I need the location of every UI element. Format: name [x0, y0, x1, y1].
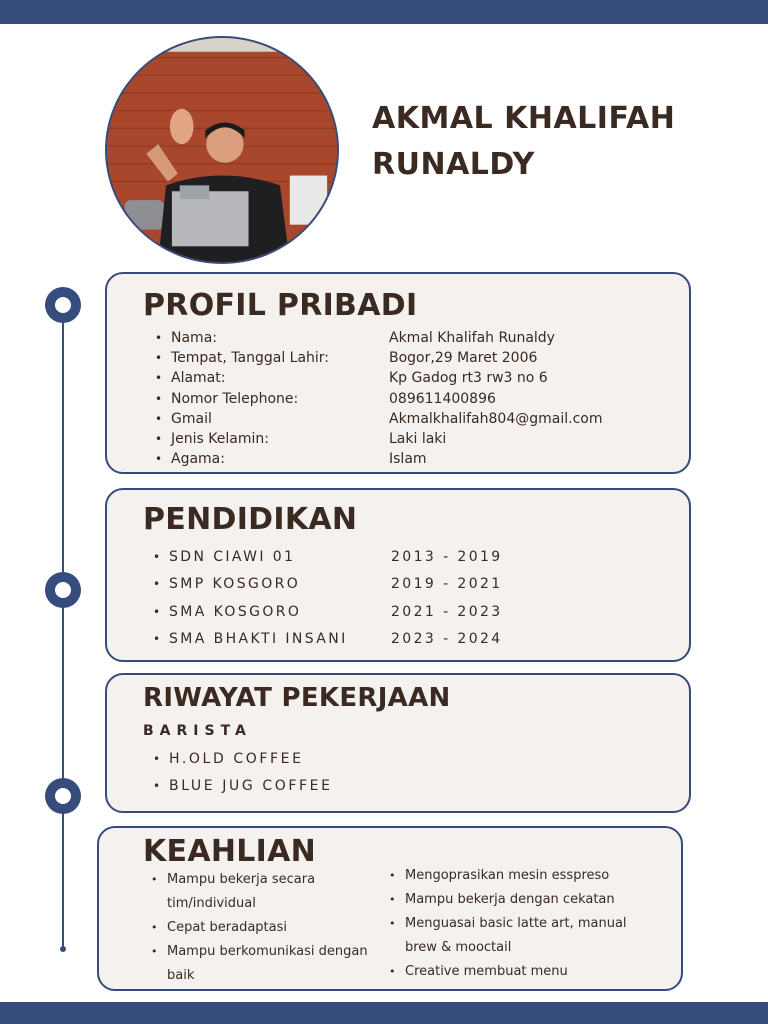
skill-text: Mampu bekerja dengan cekatan [405, 892, 615, 907]
profil-list [155, 328, 602, 469]
full-name [372, 96, 732, 188]
profil-value: Bogor,29 Maret 2006 [389, 350, 538, 367]
timeline-dot-riwayat [45, 778, 81, 814]
profil-label: Tempat, Tanggal Lahir: [171, 350, 330, 367]
skill-item: • Mengoprasikan mesin esspreso [389, 864, 659, 888]
profil-label: Nama: [171, 330, 217, 347]
profil-label: Jenis Kelamin: [171, 431, 269, 448]
pendidikan-title: PENDIDIKAN [143, 502, 358, 537]
skill-item: • Creative membuat menu [389, 960, 659, 984]
pendidikan-list [153, 543, 503, 653]
profil-row: • Nama: Akmal Khalifah Runaldy [155, 330, 555, 347]
skill-text: Mampu bekerja secara tim/individual [167, 872, 316, 911]
timeline-line [62, 305, 64, 948]
skill-item: • Mampu berkomunikasi dengan baik [151, 940, 371, 988]
pendidikan-card [105, 488, 691, 662]
workplace-name: BLUE JUG COFFEE [169, 778, 333, 795]
pendidikan-row: • SMA KOSGORO 2021 - 2023 [153, 603, 503, 620]
profil-row: • Tempat, Tanggal Lahir: Bogor,29 Maret 2006 [155, 350, 538, 367]
profil-value: Kp Gadog rt3 rw3 no 6 [389, 370, 548, 387]
pendidikan-row: • SMP KOSGORO 2019 - 2021 [153, 576, 503, 593]
name-line-2: RUNALDY [372, 147, 535, 182]
pendidikan-row: • SDN CIAWI 01 2013 - 2019 [153, 548, 503, 565]
name-line-1: AKMAL KHALIFAH [372, 101, 676, 136]
riwayat-title: RIWAYAT PEKERJAAN [143, 683, 451, 713]
profil-card [105, 272, 691, 474]
skill-item: • Mampu bekerja dengan cekatan [389, 888, 659, 912]
school-years: 2021 - 2023 [391, 603, 503, 620]
profil-label: Agama: [171, 451, 225, 468]
school-name: SDN CIAWI 01 [169, 548, 296, 565]
profil-row: • Alamat: Kp Gadog rt3 rw3 no 6 [155, 370, 548, 387]
skill-item: • Cepat beradaptasi [151, 916, 371, 940]
profil-label: Nomor Telephone: [171, 390, 299, 407]
workplace-item: • H.OLD COFFEE [153, 750, 304, 767]
top-band [0, 0, 768, 24]
profil-value: Islam [389, 451, 427, 468]
skill-text: Cepat beradaptasi [167, 920, 288, 935]
profil-value: Laki laki [389, 431, 447, 448]
skills-left-list [151, 868, 371, 988]
profil-label: Gmail [171, 410, 212, 427]
school-years: 2019 - 2021 [391, 576, 503, 593]
riwayat-card [105, 673, 691, 813]
profil-row: • Nomor Telephone: 089611400896 [155, 390, 496, 407]
skill-text: Mengoprasikan mesin esspreso [405, 868, 610, 883]
skill-text: Mampu berkomunikasi dengan baik [167, 944, 368, 983]
pendidikan-row: • SMA BHAKTI INSANI 2023 - 2024 [153, 631, 503, 648]
profil-row: • Gmail Akmalkhalifah804@gmail.com [155, 410, 603, 427]
school-years: 2023 - 2024 [391, 631, 503, 648]
timeline-dot-profil [45, 287, 81, 323]
profil-value: 089611400896 [389, 390, 496, 407]
skill-text: Creative membuat menu [405, 964, 568, 979]
skill-item: • Mampu bekerja secara tim/individual [151, 868, 371, 916]
skill-text: Menguasai basic latte art, manual brew & mooctail [405, 916, 627, 955]
profil-title: PROFIL PRIBADI [143, 288, 418, 323]
bottom-band [0, 1002, 768, 1024]
workplace-item: • BLUE JUG COFFEE [153, 778, 333, 795]
keahlian-title: KEAHLIAN [143, 834, 317, 869]
workplace-name: H.OLD COFFEE [169, 750, 304, 767]
school-name: SMA BHAKTI INSANI [169, 631, 348, 648]
keahlian-card [97, 826, 683, 991]
profil-row: • Jenis Kelamin: Laki laki [155, 431, 447, 448]
skill-item: • Menguasai basic latte art, manual brew & mooctail [389, 912, 659, 960]
school-name: SMA KOSGORO [169, 603, 302, 620]
profile-photo [105, 36, 339, 264]
workplace-list [153, 745, 333, 800]
school-name: SMP KOSGORO [169, 576, 301, 593]
job-role: BARISTA [143, 723, 252, 739]
profil-value: Akmalkhalifah804@gmail.com [389, 410, 603, 427]
profil-value: Akmal Khalifah Runaldy [389, 330, 555, 347]
timeline-dot-pendidikan [45, 572, 81, 608]
timeline-end-dot [60, 946, 66, 952]
profil-label: Alamat: [171, 370, 226, 387]
skills-right-list [389, 864, 659, 984]
profil-row: • Agama: Islam [155, 451, 427, 468]
school-years: 2013 - 2019 [391, 548, 503, 565]
